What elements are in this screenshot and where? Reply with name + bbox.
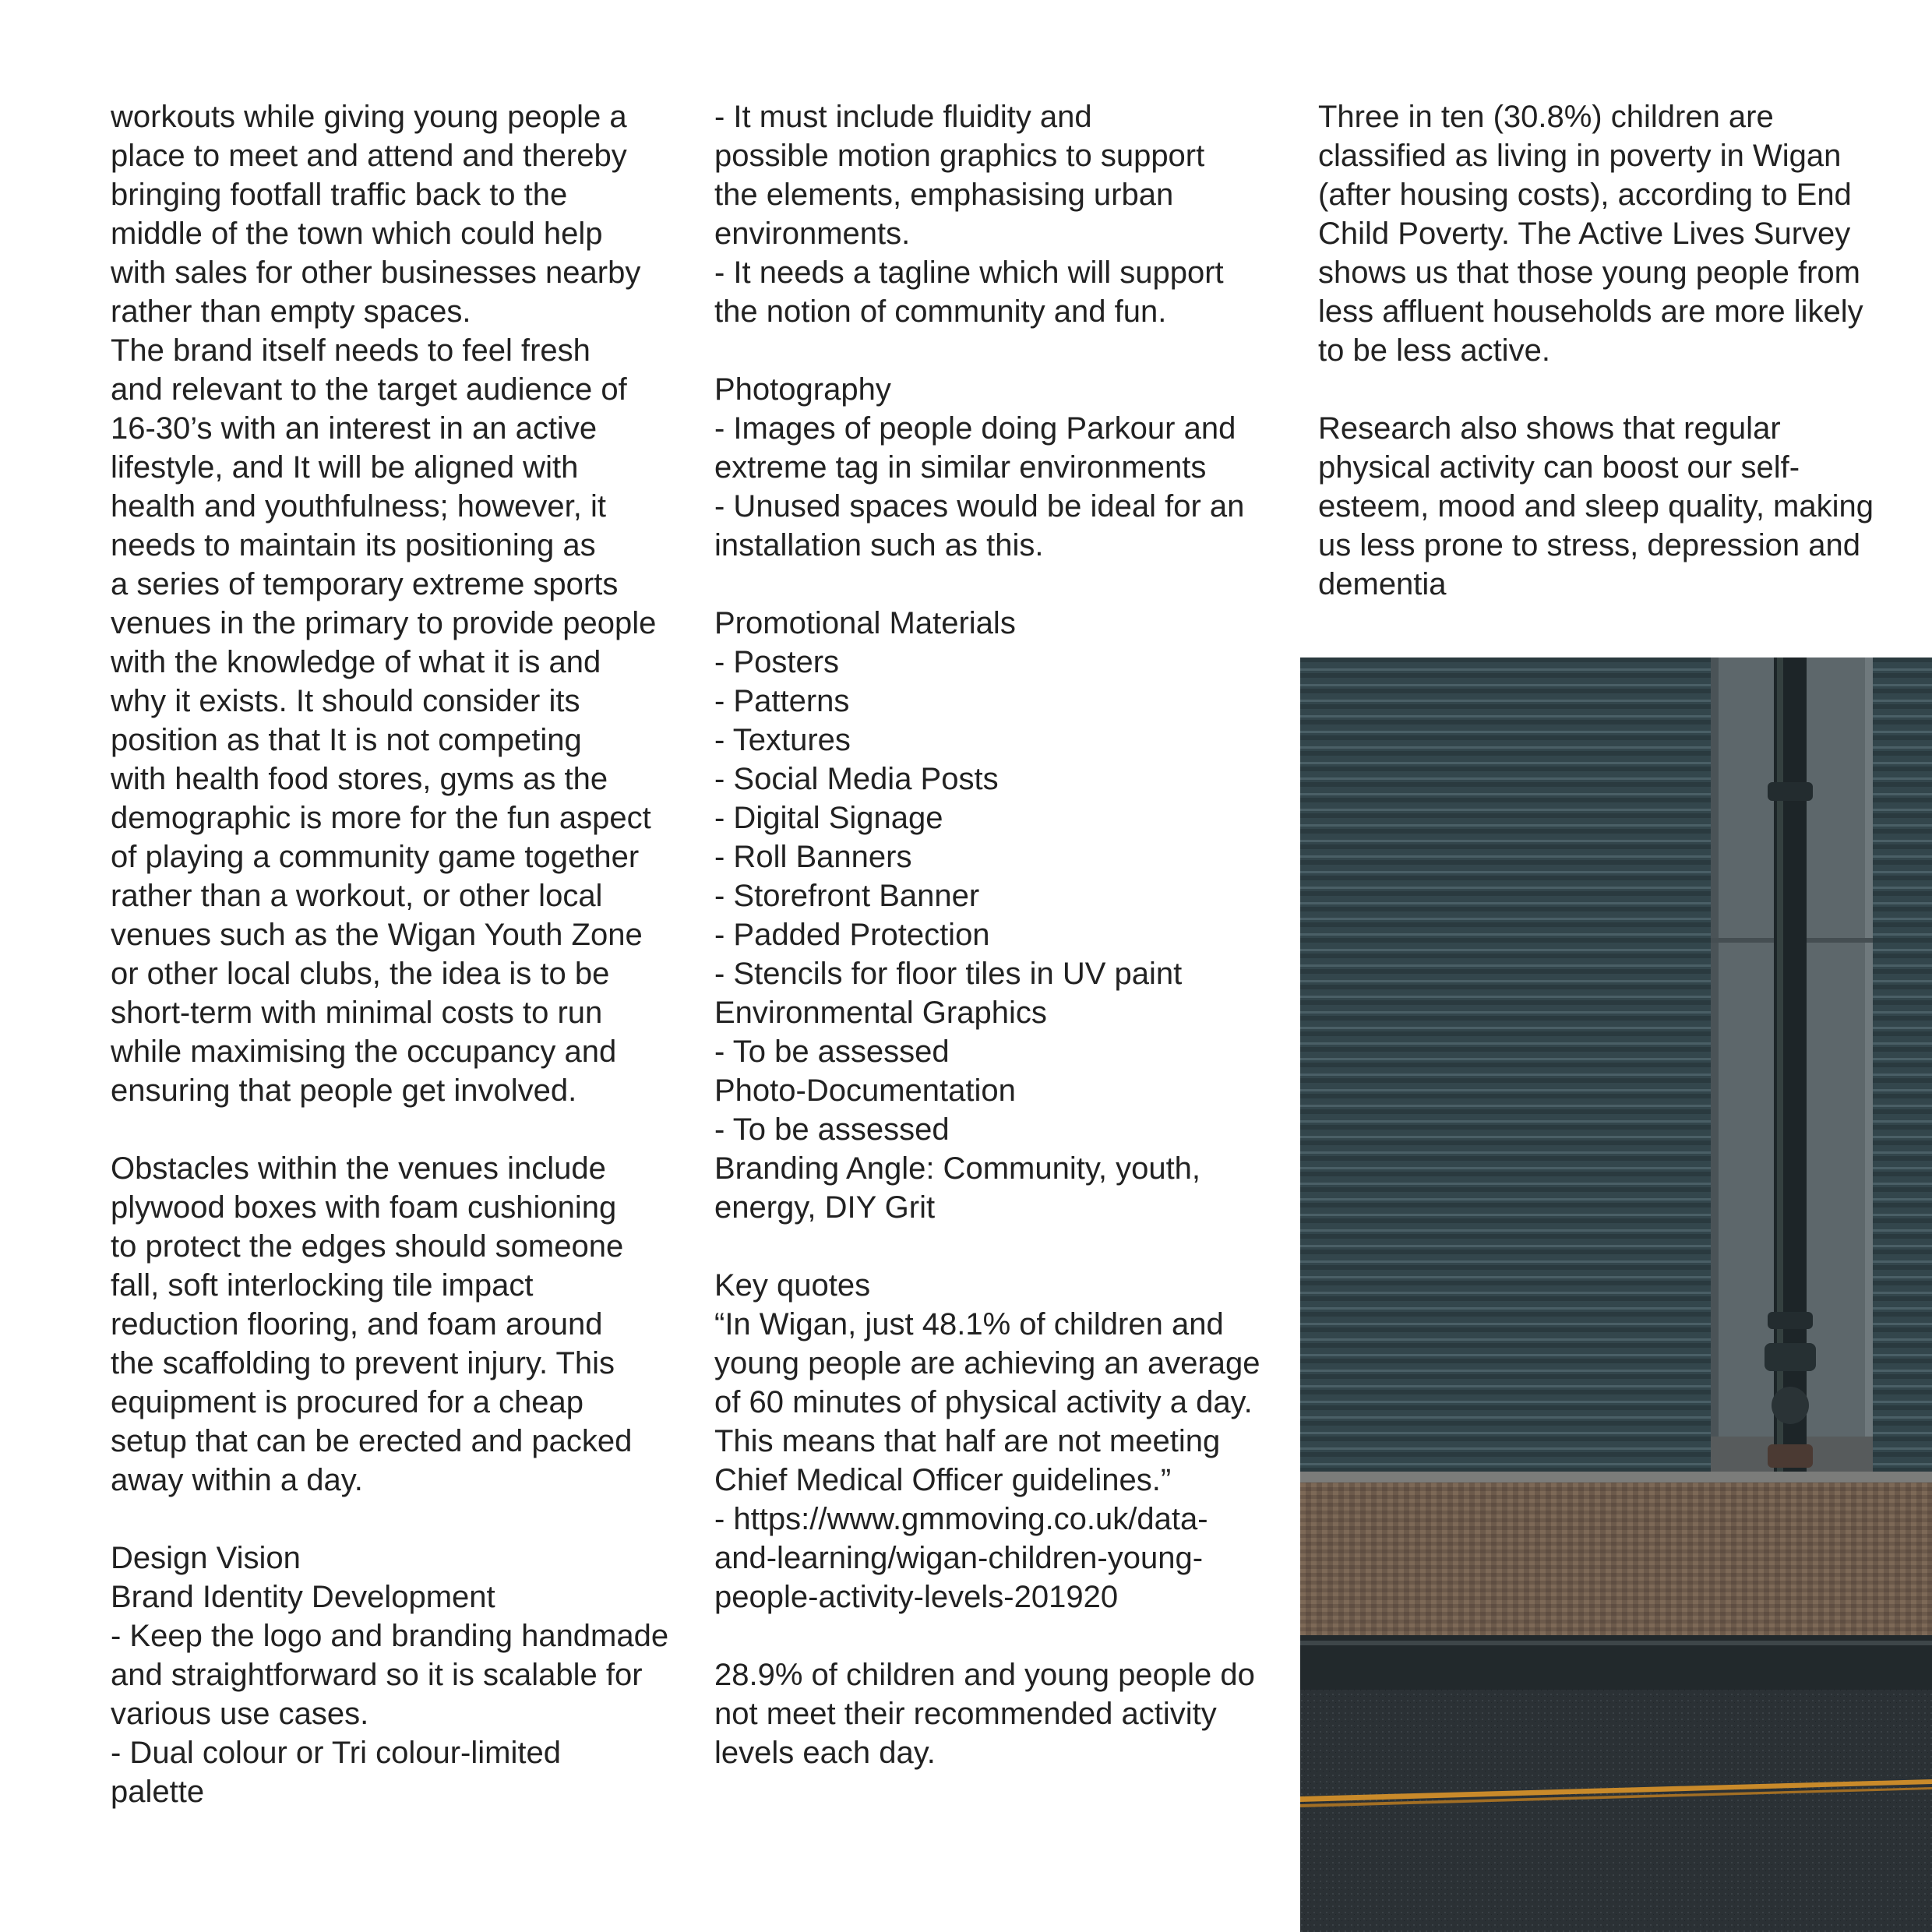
text-line: Environmental Graphics bbox=[714, 996, 1047, 1030]
text-line: demographic is more for the fun aspect bbox=[111, 801, 651, 835]
paragraph-gap bbox=[111, 1110, 687, 1149]
text-line: the scaffolding to prevent injury. This bbox=[111, 1346, 615, 1380]
text-line: Design Vision bbox=[111, 1541, 301, 1575]
text-line: palette bbox=[111, 1775, 205, 1809]
text-line: rather than empty spaces. bbox=[111, 294, 471, 329]
text-line: “In Wigan, just 48.1% of children and bbox=[714, 1307, 1224, 1341]
right-shutter bbox=[1873, 658, 1932, 1472]
text-line: - Patterns bbox=[714, 684, 850, 718]
text-line: ensuring that people get involved. bbox=[111, 1074, 577, 1108]
text-line: - https://www.gmmoving.co.uk/data- bbox=[714, 1502, 1208, 1536]
text-line: Key quotes bbox=[714, 1268, 871, 1303]
text-line: to protect the edges should someone bbox=[111, 1229, 624, 1264]
text-line: - Storefront Banner bbox=[714, 879, 980, 913]
text-line: - Unused spaces would be ideal for an bbox=[714, 489, 1245, 524]
text-line: young people are achieving an average bbox=[714, 1346, 1260, 1380]
text-line: a series of temporary extreme sports bbox=[111, 567, 619, 601]
text-line: - It must include fluidity and bbox=[714, 100, 1092, 134]
pavement bbox=[1300, 1482, 1932, 1635]
text-line: - It needs a tagline which will support bbox=[714, 256, 1224, 290]
text-line: 16-30’s with an interest in an active bbox=[111, 411, 598, 446]
text-line: middle of the town which could help bbox=[111, 217, 603, 251]
text-line: the elements, emphasising urban bbox=[714, 178, 1174, 212]
text-line: physical activity can boost our self- bbox=[1318, 450, 1800, 485]
text-line: short-term with minimal costs to run bbox=[111, 996, 603, 1030]
paragraph-gap bbox=[714, 565, 1275, 604]
text-line: venues such as the Wigan Youth Zone bbox=[111, 918, 643, 952]
text-line: while maximising the occupancy and bbox=[111, 1035, 617, 1069]
text-line: Photo-Documentation bbox=[714, 1074, 1016, 1108]
text-line: (after housing costs), according to End bbox=[1318, 178, 1852, 212]
text-line: Promotional Materials bbox=[714, 606, 1016, 640]
text-column-3 bbox=[1318, 97, 1910, 604]
text-line: extreme tag in similar environments bbox=[714, 450, 1207, 485]
text-line: dementia bbox=[1318, 567, 1447, 601]
text-line: various use cases. bbox=[111, 1697, 369, 1731]
text-line: - To be assessed bbox=[714, 1112, 950, 1147]
text-line: Research also shows that regular bbox=[1318, 411, 1781, 446]
text-line: Chief Medical Officer guidelines.” bbox=[714, 1463, 1172, 1497]
text-line: - Stencils for floor tiles in UV paint bbox=[714, 957, 1183, 991]
text-line: place to meet and attend and thereby bbox=[111, 139, 627, 173]
text-line: - Images of people doing Parkour and bbox=[714, 411, 1236, 446]
text-line: people-activity-levels-201920 bbox=[714, 1580, 1119, 1614]
text-line: - Textures bbox=[714, 723, 851, 757]
text-line: 28.9% of children and young people do bbox=[714, 1658, 1255, 1692]
text-line: equipment is procured for a cheap bbox=[111, 1385, 584, 1419]
text-line: bringing footfall traffic back to the bbox=[111, 178, 568, 212]
text-line: classified as living in poverty in Wigan bbox=[1318, 139, 1842, 173]
text-line: - To be assessed bbox=[714, 1035, 950, 1069]
paragraph-gap bbox=[714, 1227, 1275, 1266]
text-line: position as that It is not competing bbox=[111, 723, 582, 757]
text-line: less affluent households are more likely bbox=[1318, 294, 1863, 329]
text-line: with health food stores, gyms as the bbox=[111, 762, 608, 796]
text-line: setup that can be erected and packed bbox=[111, 1424, 633, 1458]
text-column-2 bbox=[714, 97, 1275, 1772]
text-line: Branding Angle: Community, youth, bbox=[714, 1151, 1201, 1186]
text-line: Three in ten (30.8%) children are bbox=[1318, 100, 1774, 134]
text-line: environments. bbox=[714, 217, 911, 251]
text-line: away within a day. bbox=[111, 1463, 363, 1497]
text-line: lifestyle, and It will be aligned with bbox=[111, 450, 579, 485]
text-line: plywood boxes with foam cushioning bbox=[111, 1190, 617, 1225]
text-line: The brand itself needs to feel fresh bbox=[111, 333, 591, 368]
paragraph-gap bbox=[1318, 370, 1910, 409]
text-line: why it exists. It should consider its bbox=[111, 684, 580, 718]
text-line: with sales for other businesses nearby bbox=[111, 256, 641, 290]
text-line: us less prone to stress, depression and bbox=[1318, 528, 1860, 562]
text-line: - Social Media Posts bbox=[714, 762, 999, 796]
text-line: of 60 minutes of physical activity a day. bbox=[714, 1385, 1253, 1419]
text-line: health and youthfulness; however, it bbox=[111, 489, 606, 524]
text-line: shows us that those young people from bbox=[1318, 256, 1860, 290]
road bbox=[1300, 1690, 1932, 1932]
paragraph-gap bbox=[714, 331, 1275, 370]
paragraph-gap bbox=[111, 1500, 687, 1539]
text-line: - Dual colour or Tri colour-limited bbox=[111, 1736, 561, 1770]
text-line: needs to maintain its positioning as bbox=[111, 528, 596, 562]
text-line: energy, DIY Grit bbox=[714, 1190, 936, 1225]
text-line: Child Poverty. The Active Lives Survey bbox=[1318, 217, 1851, 251]
shutter-photo bbox=[1300, 658, 1932, 1932]
text-line: and straightforward so it is scalable for bbox=[111, 1658, 643, 1692]
text-line: or other local clubs, the idea is to be bbox=[111, 957, 610, 991]
text-line: - Padded Protection bbox=[714, 918, 990, 952]
text-column-1 bbox=[111, 97, 687, 1811]
left-shutter bbox=[1300, 658, 1711, 1472]
text-line: - Roll Banners bbox=[714, 840, 912, 874]
text-line: not meet their recommended activity bbox=[714, 1697, 1217, 1731]
text-line: This means that half are not meeting bbox=[714, 1424, 1221, 1458]
text-line: Obstacles within the venues include bbox=[111, 1151, 606, 1186]
text-line: esteem, mood and sleep quality, making bbox=[1318, 489, 1874, 524]
text-line: and relevant to the target audience of bbox=[111, 372, 627, 407]
text-line: the notion of community and fun. bbox=[714, 294, 1167, 329]
text-line: levels each day. bbox=[714, 1736, 936, 1770]
text-line: of playing a community game together bbox=[111, 840, 640, 874]
text-line: venues in the primary to provide people bbox=[111, 606, 657, 640]
text-line: Brand Identity Development bbox=[111, 1580, 495, 1614]
text-line: Photography bbox=[714, 372, 891, 407]
paragraph-gap bbox=[714, 1616, 1275, 1655]
text-line: fall, soft interlocking tile impact bbox=[111, 1268, 534, 1303]
text-line: - Keep the logo and branding handmade bbox=[111, 1619, 669, 1653]
text-line: - Digital Signage bbox=[714, 801, 943, 835]
text-line: to be less active. bbox=[1318, 333, 1550, 368]
text-line: workouts while giving young people a bbox=[111, 100, 627, 134]
text-line: rather than a workout, or other local bbox=[111, 879, 603, 913]
text-line: - Posters bbox=[714, 645, 840, 679]
text-line: with the knowledge of what it is and bbox=[111, 645, 601, 679]
text-line: possible motion graphics to support bbox=[714, 139, 1205, 173]
text-line: and-learning/wigan-children-young- bbox=[714, 1541, 1204, 1575]
text-line: installation such as this. bbox=[714, 528, 1044, 562]
text-line: reduction flooring, and foam around bbox=[111, 1307, 603, 1341]
